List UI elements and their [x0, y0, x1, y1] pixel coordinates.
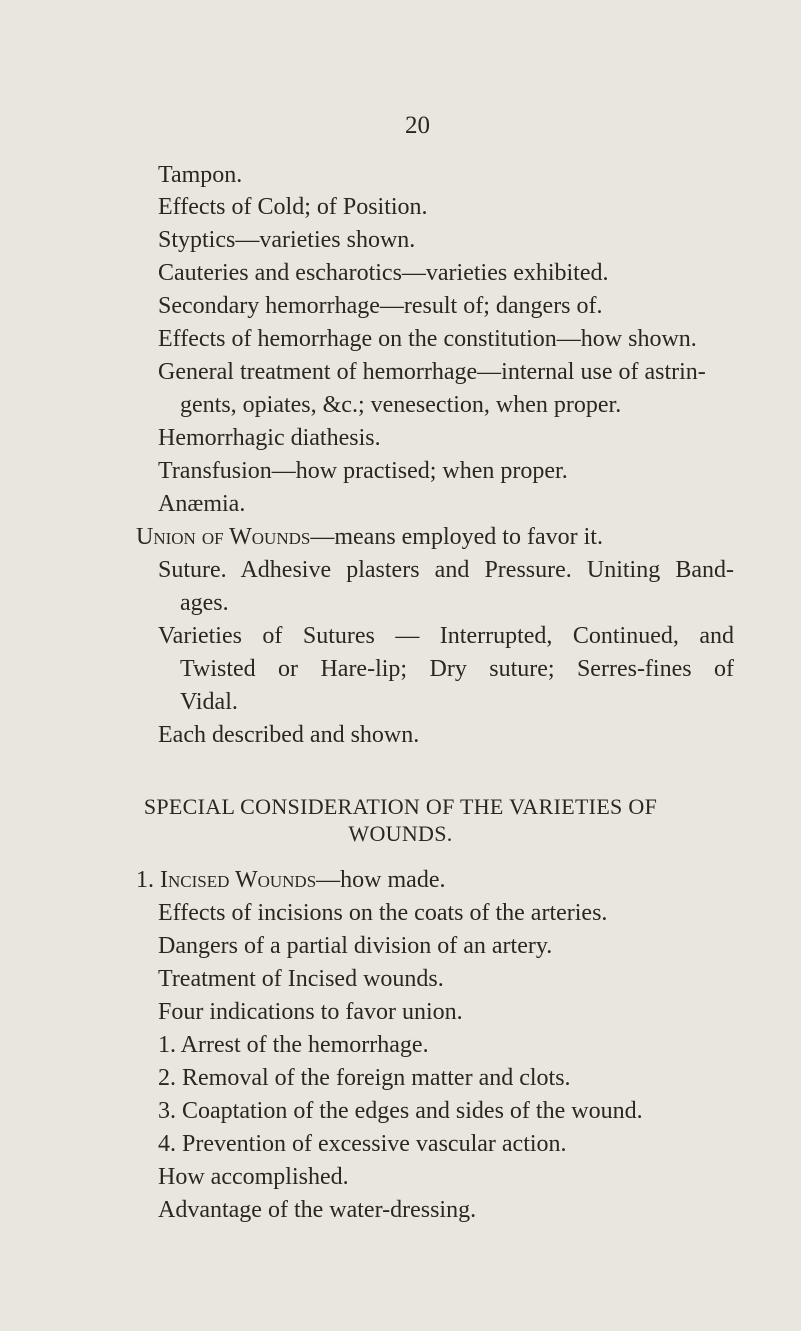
text-line: ages. — [180, 590, 229, 616]
text-line: Secondary hemorrhage—result of; dangers of. — [158, 293, 603, 319]
text-line: How accomplished. — [158, 1164, 349, 1190]
section-heading-union: Union of Wounds — [136, 524, 311, 550]
section-heading-special: SPECIAL CONSIDERATION OF THE VARIETIES OF — [143, 794, 658, 819]
text-line: Twisted or Hare-lip; Dry suture; Serres-fines of — [180, 656, 734, 682]
text-line: Styptics—varieties shown. — [158, 227, 416, 253]
text-line: General treatment of hemorrhage—internal use of astrin- — [158, 359, 706, 385]
text-line: Cauteries and escharotics—varieties exhibited. — [158, 260, 609, 286]
text-line: Hemorrhagic diathesis. — [158, 425, 381, 451]
text-run: —means employed to favor it. — [310, 524, 603, 550]
text-line: Effects of hemorrhage on the constitution—how shown. — [158, 326, 697, 352]
text-line: Dangers of a partial division of an artery. — [158, 933, 553, 959]
text-line: Advantage of the water-dressing. — [158, 1197, 477, 1223]
section-heading-incised: Incised Wounds — [160, 867, 317, 893]
text-line: Effects of Cold; of Position. — [158, 194, 428, 220]
text-line: Transfusion—how practised; when proper. — [158, 458, 568, 484]
list-item: 4. Prevention of excessive vascular action. — [158, 1131, 567, 1157]
text-line: gents, opiates, &c.; venesection, when proper. — [180, 392, 622, 418]
text-line: Varieties of Sutures — Interrupted, Continued, and — [158, 623, 734, 649]
list-item: 2. Removal of the foreign matter and clots. — [158, 1065, 571, 1091]
text-line: Anæmia. — [158, 491, 246, 517]
text-line: Vidal. — [180, 689, 238, 715]
text-line: Treatment of Incised wounds. — [158, 966, 444, 992]
text-line: Each described and shown. — [158, 722, 420, 748]
section-union-line — [136, 522, 603, 552]
text-line: Suture. Adhesive plasters and Pressure. Uniting Band- — [158, 557, 734, 583]
item-number: 1. — [136, 867, 154, 893]
list-item: 3. Coaptation of the edges and sides of the wound. — [158, 1098, 643, 1124]
incised-heading-line — [136, 865, 445, 895]
text-run: —how made. — [316, 867, 446, 893]
page-number: 20 — [405, 112, 430, 139]
text-line: Tampon. — [158, 162, 243, 188]
text-line: Four indications to favor union. — [158, 999, 463, 1025]
text-line: Effects of incisions on the coats of the arteries. — [158, 900, 608, 926]
list-item: 1. Arrest of the hemorrhage. — [158, 1032, 429, 1058]
section-heading-special-cont: WOUNDS. — [348, 821, 453, 846]
